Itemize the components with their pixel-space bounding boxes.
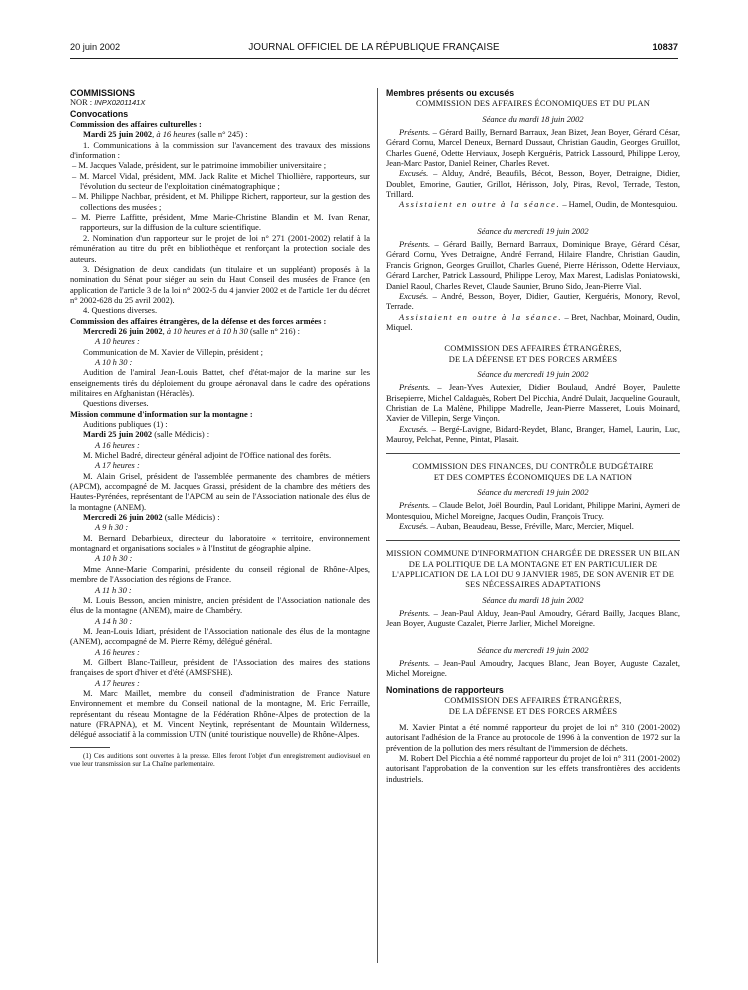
attendance-assist [386, 312, 680, 333]
time-slot [70, 585, 370, 595]
left-column [70, 88, 370, 968]
time-slot-label: A 10 h 30 : [95, 356, 133, 367]
page-header [70, 42, 678, 58]
meeting-date: Mardi 25 juin 2002 [83, 429, 153, 440]
right-column [386, 88, 680, 968]
agenda-item: Audition de l'amiral Jean-Louis Battet, chef d'état-major de la marine sur les enseignements tirés du déploiement du groupe aéronaval dans le cadre des opérations militaires en Afghanistan (Héraclès). [70, 367, 370, 398]
assist-label: Assistaient en outre à la séance. [399, 199, 561, 210]
heading-membres: Membres présents ou excusés [386, 88, 515, 98]
agenda-item: M. Alain Grisel, président de l'assemblée permanente des chambres de métiers (APCM), accompagné de M. Jacques Grassi, président de la chambre des métiers des Hautes-Pyrénées, représentant de l'APCM au sein de l'Association nationale des élus de la montagne (ANEM). [70, 470, 370, 512]
meeting-date: Mercredi 26 juin 2002 [83, 512, 163, 523]
subsection-convocations: Convocations [70, 108, 129, 119]
column-divider [377, 88, 378, 963]
time-slot-label: A 9 h 30 : [95, 522, 129, 533]
time-slot-label: A 14 h 30 : [95, 615, 133, 626]
attendance-present [386, 127, 680, 168]
meeting-time: à 16 heures [156, 129, 196, 140]
heading-nominations: Nominations de rapporteurs [386, 684, 504, 695]
nor-code: INPX0201141X [94, 98, 146, 108]
agenda-item: Communication de M. Xavier de Villepin, président ; [83, 346, 264, 357]
header-rule [70, 58, 678, 59]
footnote-rule [70, 747, 110, 748]
spacer [386, 210, 680, 221]
header-date: 20 juin 2002 [70, 42, 121, 52]
agenda-item: M. Jean-Louis Idiart, président de l'Association nationale des élus de la montagne (ANEM), accompagné de M. Pierre Rémy, délégué général. [70, 625, 370, 647]
present-list: – Jean-Yves Autexier, Didier Boulaud, André Boyer, Paulette Brisepierre, Michel Caldaguès, Robert Del Picchia, André Dulait, Jacqueline Gourault, Christian de La Malène, Philippe Madrelle, Jean-Pierre Masseret, Louis Moinard, Xavier de Villepin, Serge Vinçon. [386, 382, 680, 424]
agenda-item: M. Bernard Debarbieux, directeur du laboratoire « territoire, environnement montagnard et organisations sociales » à l'Institut de géographie alpine. [70, 532, 370, 554]
agenda-subitem: – M. Jacques Valade, président, sur le patrimoine immobilier universitaire ; [72, 160, 327, 171]
excused-label: Excusés. [399, 423, 429, 434]
excused-list: – André, Besson, Boyer, Didier, Gautier, Kerguéris, Monory, Revol, Terrade. [386, 290, 680, 312]
agenda-item: 2. Nomination d'un rapporteur sur le projet de loi n° 271 (2001-2002) relatif à la rémunération au titre du prêt en bibliothèque et renforçant la protection sociale des auteurs. [70, 232, 370, 264]
commission-title: DE LA DÉFENSE ET DES FORCES ARMÉES [448, 353, 618, 364]
time-slot [70, 553, 370, 563]
meeting-time: , à 10 heures et à 10 h 30 [162, 325, 248, 336]
commission-title: COMMISSION DES AFFAIRES ÉTRANGÈRES, [444, 343, 622, 354]
session-title: Séance du mardi 18 juin 2002 [482, 113, 584, 124]
agenda-item: M. Michel Badré, directeur général adjoint de l'Office national des forêts. [83, 450, 332, 461]
attendance-present [386, 608, 680, 629]
present-label: Présents. [399, 658, 431, 669]
heading-mission-montagne: Mission commune d'information sur la montagne : [70, 408, 253, 419]
section-rule [386, 453, 680, 454]
mission-title: MISSION COMMUNE D'INFORMATION CHARGÉE DE DRESSER UN BILAN DE LA POLITIQUE DE LA MONTAGNE ET EN PARTICULIER DE L'APPLICATION DE LA LOI DU 9 JANVIER 1985, DE SON AVENIR ET DE SES NÉCESSAIRES ADAPTATIONS [386, 548, 680, 590]
commission-title: DE LA DÉFENSE ET DES FORCES ARMÉES [448, 705, 618, 716]
excused-list: – Auban, Beaudeau, Besse, Fréville, Marc, Mercier, Miquel. [428, 521, 634, 532]
commission-title: COMMISSION DES FINANCES, DU CONTRÔLE BUDGÉTAIRE [412, 461, 654, 472]
meeting-datetime [70, 326, 370, 336]
heading-affaires-etrangeres: Commission des affaires étrangères, de la défense et des forces armées : [70, 315, 327, 326]
meeting-room: (salle n° 216) : [247, 325, 300, 336]
time-slot-label: A 16 heures : [95, 646, 140, 657]
meeting-datetime: Mardi 25 juin 2002, à 16 heures (salle n° 245) : [83, 129, 248, 140]
present-list: – Gérard Bailly, Bernard Barraux, Dominique Braye, Gérard César, Gérard Cornu, Yves Detraigne, André Ferrand, Hilaire Flandre, Christian Gaudin, Francis Grignon, Georges Gruillot, Charles Guené, Pierre Hérisson, Odette Herviaux, Gérard Larcher, Patrick Lassourd, Philippe Leroy, Max Marest, Ladislas Poniatowski, Daniel Raoul, Charles Revet, Claude Saunier, Bruno Sido, Jean-Pierre Vial. [386, 239, 680, 291]
time-slot-label: A 10 h 30 : [95, 553, 133, 564]
agenda-subitem: – M. Philippe Nachbar, président, et M. Philippe Richert, rapporteur, sur la gestion des collections des musées ; [72, 191, 370, 212]
agenda-item: Questions diverses. [83, 398, 149, 409]
present-label: Présents. [399, 382, 431, 393]
commission-title: COMMISSION DES AFFAIRES ÉTRANGÈRES, [444, 695, 622, 706]
meeting-datetime [70, 429, 370, 439]
time-slot-label: A 11 h 30 : [95, 584, 132, 595]
footnote: (1) Ces auditions sont ouvertes à la presse. Elles feront l'objet d'un enregistrement audiovisuel en vue leur transmission sur La Chaîne parlementaire. [70, 751, 370, 769]
agenda-item: 3. Désignation de deux candidats (un titulaire et un suppléant) proposés à la nomination du Sénat pour siéger au sein du Haut Conseil des musées de France (en application de l'article 3 de la loi n° 2002-5 du 4 janvier 2002 et de l'article 1er du décret n° 2002-628 du 25 avril 2002). [70, 263, 370, 305]
assist-list: – Hamel, Oudin, de Montesquiou. [560, 199, 678, 210]
time-slot-label: A 16 heures : [95, 439, 140, 450]
agenda-item: M. Louis Besson, ancien ministre, ancien président de l'Association nationale des élus de la montagne (ANEM), maire de Chambéry. [70, 594, 370, 616]
agenda-subitem: – M. Marcel Vidal, président, MM. Jack Ralite et Michel Thiollière, rapporteurs, sur l'évolution du secteur de l'exploitation cinématographique ; [72, 170, 370, 192]
attendance-present [386, 500, 680, 521]
meeting-room: (salle Médicis) : [152, 429, 210, 440]
meeting-datetime [70, 512, 370, 522]
attendance-assist [386, 199, 680, 209]
present-label: Présents. [399, 239, 431, 250]
time-slot [70, 440, 370, 450]
meeting-date: Mardi 25 juin 2002 [83, 129, 153, 140]
spacer [386, 629, 680, 640]
agenda-item: 1. Communications à la commission sur l'avancement des travaux des missions d'information : [70, 139, 370, 161]
excused-list: – Bergé-Lavigne, Bidard-Reydet, Blanc, Branger, Hamel, Laurin, Luc, Mauroy, Pelchat, Penne, Pintat, Plasait. [386, 423, 680, 444]
present-list: – Jean-Paul Amoudry, Jacques Blanc, Jean Boyer, Auguste Cazalet, Michel Moreigne. [386, 658, 680, 679]
excused-label: Excusés. [399, 290, 429, 301]
nomination-item: M. Robert Del Picchia a été nommé rapporteur du projet de loi n° 311 (2001-2002) autorisant l'approbation de la convention sur les effets transfrontières des accidents industriels. [386, 752, 680, 784]
commission-title: ET DES COMPTES ÉCONOMIQUES DE LA NATION [433, 471, 633, 482]
excused-label: Excusés. [399, 168, 429, 179]
section-title-commissions: COMMISSIONS [70, 88, 136, 98]
time-slot [70, 460, 370, 470]
agenda-item: M. Gilbert Blanc-Tailleur, président de l'Association des maires des stations françaises de sport d'hiver et d'été (AMSFSHE). [70, 656, 370, 678]
time-slot [70, 647, 370, 657]
time-slot [70, 522, 370, 532]
section-rule [386, 540, 680, 541]
attendance-excused [386, 424, 680, 445]
present-list: – Gérard Bailly, Bernard Barraux, Jean Bizet, Jean Boyer, Gérard César, Gérard Cornu, Marcel Deneux, Bernard Dussaut, Christian Gaudin, Georges Gruillot, Charles Guené, Odette Herviaux, Joseph Kerguéris, Patrick Lassourd, Philippe Leroy, Jean-Marc Pastor, Daniel Reiner, Charles Revet. [386, 127, 680, 169]
present-list: – Jean-Paul Alduy, Jean-Paul Amoudry, Gérard Bailly, Jacques Blanc, Jean Boyer, Auguste Cazalet, Pierre Jarlier, Michel Moreigne. [386, 608, 680, 629]
agenda-item: Auditions publiques (1) : [83, 419, 168, 429]
meeting-date: Mercredi 26 juin 2002 [83, 325, 163, 336]
present-label: Présents. [399, 608, 431, 619]
time-slot-label: A 17 heures : [95, 677, 140, 688]
nomination-item: M. Xavier Pintat a été nommé rapporteur du projet de loi n° 310 (2001-2002) autorisant l'adhésion de la France au protocole de 1996 à la convention de 1972 sur la prévention de la pollution des mers résultant de l'immersion de déchets. [386, 721, 680, 753]
excused-label: Excusés. [399, 521, 429, 532]
meeting-room: (salle n° 245) : [197, 129, 248, 140]
header-journal-title: JOURNAL OFFICIEL DE LA RÉPUBLIQUE FRANÇAISE [248, 42, 500, 53]
header-page-number: 10837 [652, 42, 678, 52]
heading-affaires-culturelles: Commission des affaires culturelles : [70, 119, 202, 130]
excused-list: – Alduy, André, Beaufils, Bécot, Besson, Boyer, Detraigne, Didier, Doublet, Emorine, Gautier, Grillot, Hérisson, Joly, Piras, Revol, Terrade, Teston, Trillard. [386, 168, 680, 200]
time-slot [70, 678, 370, 688]
commission-title: COMMISSION DES AFFAIRES ÉCONOMIQUES ET DU PLAN [416, 98, 650, 109]
attendance-excused [386, 521, 680, 531]
agenda-item: M. Marc Maillet, membre du conseil d'administration de France Nature Environnement et membre du Conseil national de la montagne, M. Eric Ferraille, représentant du réseau Montagne de la Fédération Rhône-Alpes de protection de la nature (FRAPNA), et M. Vincent Neytink, représentant de Mountain Wilderness, délégué associatif à la commission UTN (unité touristique nouvelle) de Rhône-Alpes. [70, 687, 370, 740]
spacer [386, 332, 680, 343]
attendance-excused [386, 291, 680, 312]
agenda-item: 4. Questions diverses. [83, 305, 158, 316]
assist-label: Assistaient en outre à la séance. [399, 311, 563, 322]
session-title: Séance du mercredi 19 juin 2002 [477, 368, 589, 379]
agenda-subitem: – M. Pierre Laffitte, président, Mme Marie-Christine Blandin et M. Ivan Renar, rapporteurs, sur la diffusion de la culture scientifique. [72, 212, 370, 233]
assist-list: – Bret, Nachbar, Moinard, Oudin, Miquel. [386, 311, 680, 332]
meeting-room: (salle Médicis) : [162, 512, 220, 523]
attendance-present [386, 658, 680, 679]
time-slot [70, 616, 370, 626]
attendance-present [386, 382, 680, 423]
time-slot-label: A 10 heures : [95, 336, 140, 347]
nor-reference [70, 98, 370, 108]
present-label: Présents. [399, 127, 431, 138]
nor-label: NOR : [70, 98, 93, 108]
session-title: Séance du mercredi 19 juin 2002 [477, 225, 589, 236]
session-title: Séance du mercredi 19 juin 2002 [477, 644, 589, 655]
present-list: – Claude Belot, Joël Bourdin, Paul Loridant, Philippe Marini, Aymeri de Montesquiou, Michel Moreigne, Jacques Oudin, François Trucy. [386, 500, 680, 521]
attendance-excused [386, 168, 680, 199]
attendance-present [386, 239, 680, 291]
session-title: Séance du mercredi 19 juin 2002 [477, 487, 589, 497]
time-slot [70, 336, 370, 346]
session-title: Séance du mardi 18 juin 2002 [482, 594, 584, 605]
present-label: Présents. [399, 500, 431, 511]
time-slot [70, 357, 370, 367]
agenda-item: Mme Anne-Marie Comparini, présidente du conseil régional de Rhône-Alpes, membre de l'Association des régions de France. [70, 563, 370, 585]
time-slot-label: A 17 heures : [95, 460, 140, 471]
